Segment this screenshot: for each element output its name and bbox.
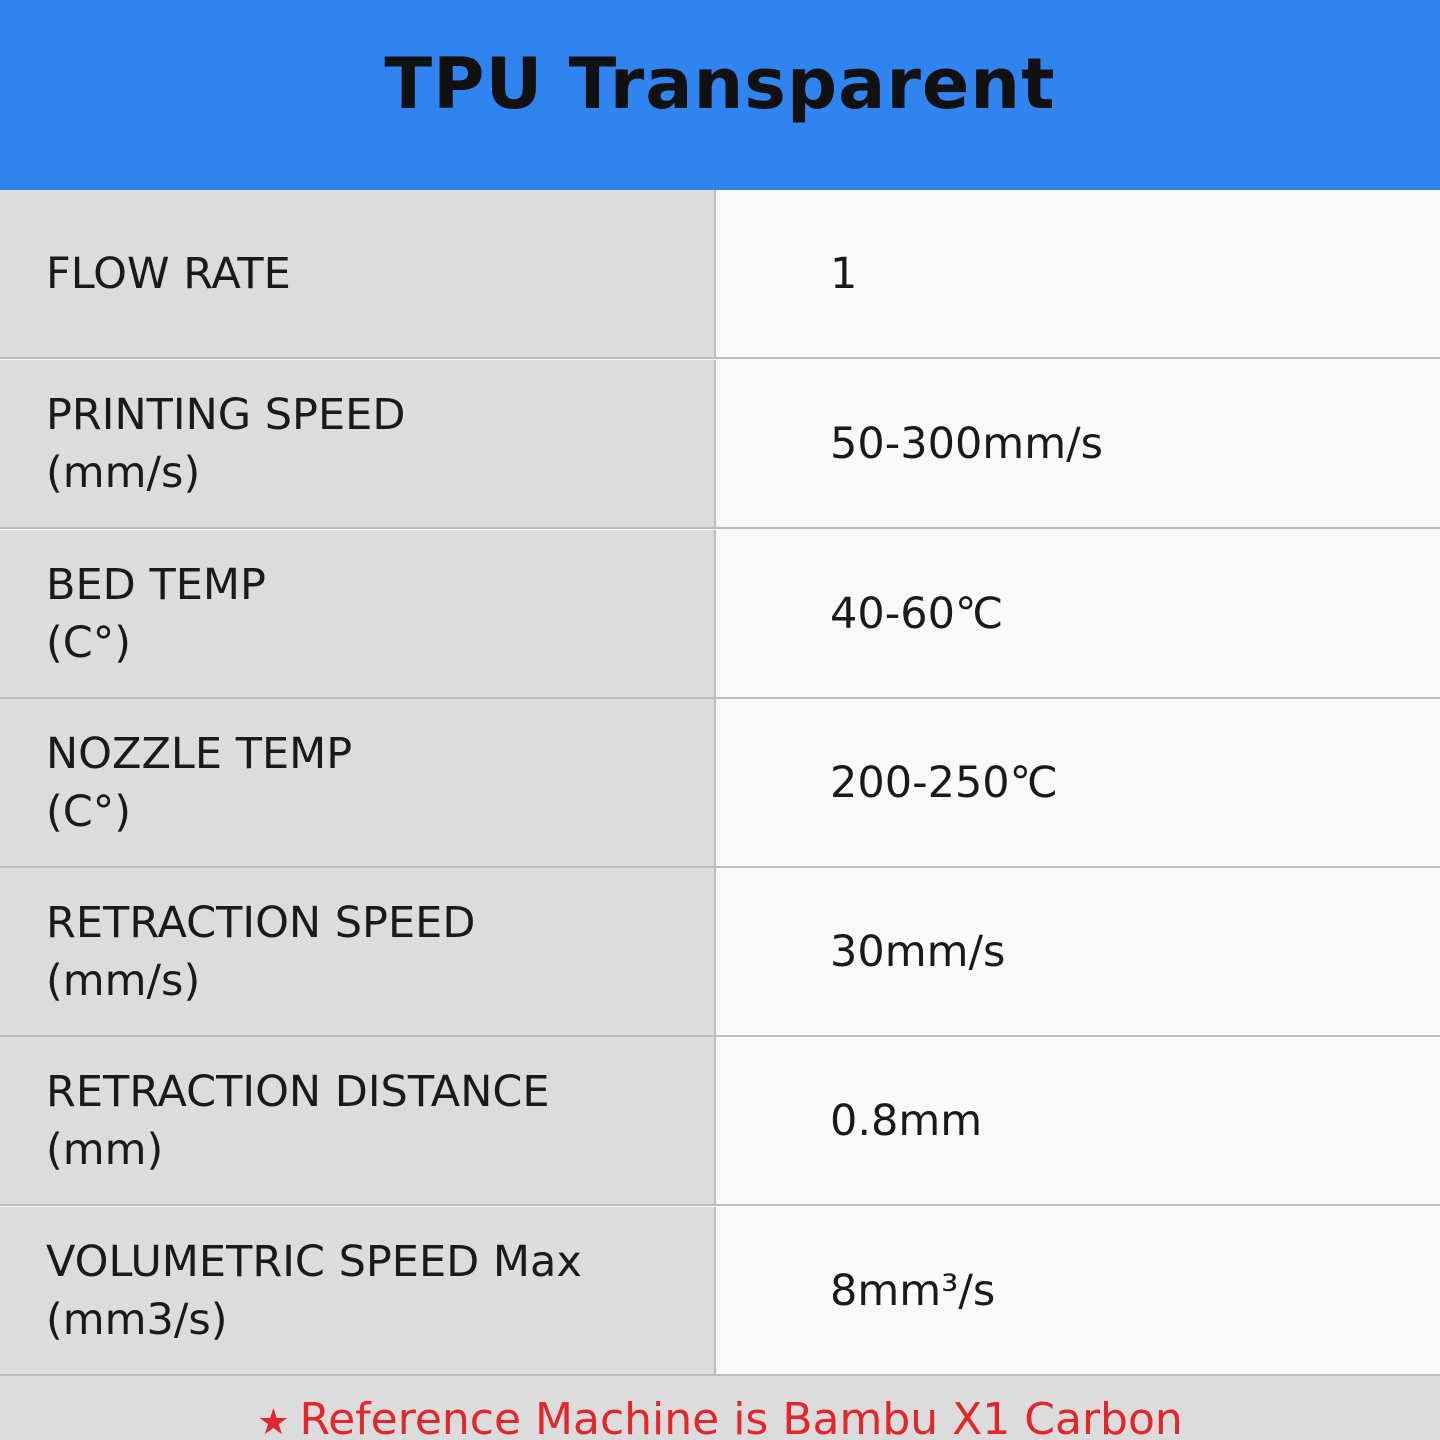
row-label: RETRACTION SPEED [46,897,476,948]
row-label: PRINTING SPEED [46,389,406,440]
row-value: 8mm³/s [830,1265,996,1316]
row-value: 200-250℃ [830,757,1058,808]
row-unit: (mm3/s) [46,1294,228,1345]
page-title: TPU Transparent [384,43,1056,125]
row-value: 0.8mm [830,1095,983,1146]
label-cell [0,868,716,1035]
value-cell [716,868,1440,1035]
label-cell [0,530,716,697]
row-label: VOLUMETRIC SPEED Max [46,1236,582,1287]
row-unit: (C°) [46,617,132,668]
table-row-bed-temp [0,530,1440,699]
label-cell [0,1037,716,1204]
row-unit: (mm/s) [46,955,201,1006]
footer-note-bar [0,1376,1440,1440]
row-label: FLOW RATE [46,248,291,299]
reference-note-text: Reference Machine is Bambu X1 Carbon [299,1394,1183,1440]
row-value: 1 [830,248,858,299]
table-row-retraction-speed [0,868,1440,1037]
row-label: BED TEMP [46,559,266,610]
row-unit: (mm/s) [46,447,201,498]
table-row-nozzle-temp [0,699,1440,868]
table-row-volumetric-speed [0,1207,1440,1376]
label-cell [0,360,716,527]
row-value: 50-300mm/s [830,418,1103,469]
label-cell [0,1207,716,1374]
table-row-retraction-distance [0,1037,1440,1206]
row-label: RETRACTION DISTANCE [46,1066,550,1117]
value-cell [716,699,1440,866]
row-value: 40-60℃ [830,588,1004,639]
star-icon: ★ [257,1402,290,1440]
reference-note [0,1394,1440,1440]
row-unit: (C°) [46,786,132,837]
label-cell [0,190,716,357]
spec-table [0,190,1440,1376]
label-cell [0,699,716,866]
value-cell [716,530,1440,697]
row-unit: (mm) [46,1124,164,1175]
table-row-flow-rate [0,190,1440,359]
value-cell [716,1037,1440,1204]
value-cell [716,190,1440,357]
table-row-printing-speed [0,360,1440,529]
value-cell [716,360,1440,527]
row-value: 30mm/s [830,926,1006,977]
value-cell [716,1207,1440,1374]
header-banner [0,0,1440,190]
row-label: NOZZLE TEMP [46,728,353,779]
